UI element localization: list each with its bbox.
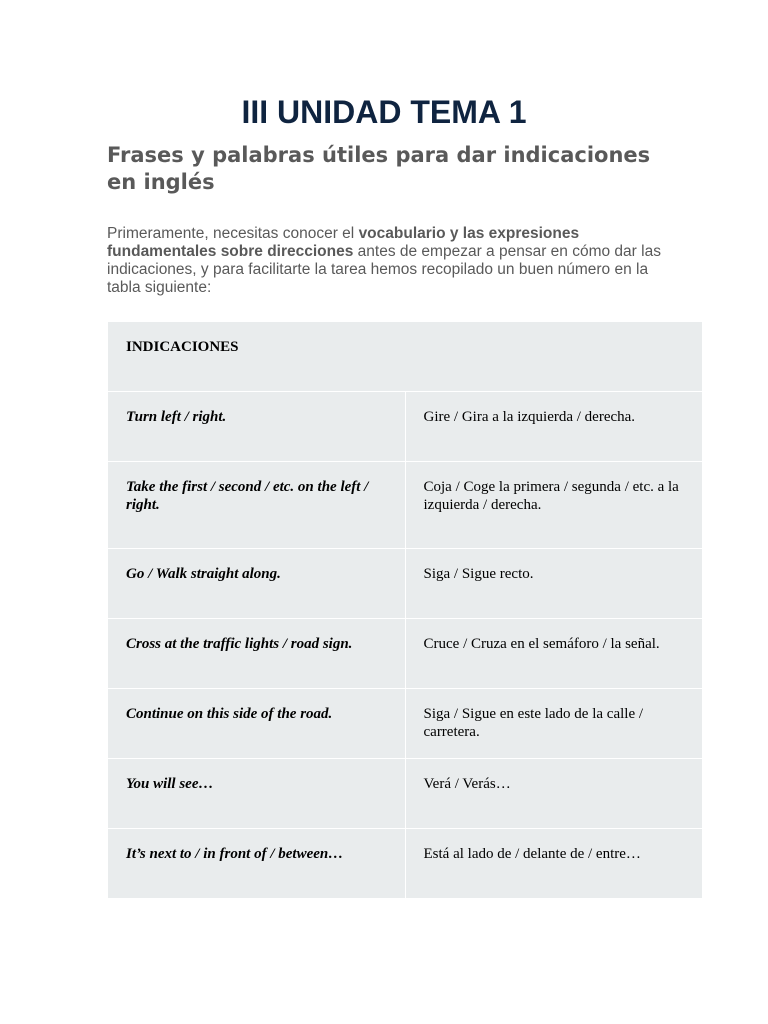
table-row [108,689,703,759]
table-row [108,462,703,549]
spanish-translation-cell: Coja / Coge la primera / segunda / etc. a la izquierda / derecha. [405,462,703,549]
english-phrase-cell: Continue on this side of the road. [108,689,406,759]
page-subtitle: Frases y palabras útiles para dar indicaciones en inglés [107,143,651,194]
intro-paragraph [107,225,667,297]
spanish-translation-cell: Verá / Verás… [405,759,703,829]
spanish-translation-cell: Gire / Gira a la izquierda / derecha. [405,392,703,462]
english-phrase-cell: Take the first / second / etc. on the left / right. [108,462,406,549]
spanish-translation-cell: Siga / Sigue en este lado de la calle / carretera. [405,689,703,759]
spanish-translation-cell: Está al lado de / delante de / entre… [405,829,703,899]
table-row [108,392,703,462]
page-title: III UNIDAD TEMA 1 [241,94,527,130]
table-row [108,829,703,899]
english-phrase-cell: Cross at the traffic lights / road sign. [108,619,406,689]
table-row [108,759,703,829]
directions-table [107,321,703,899]
table-row [108,619,703,689]
table-header-row [108,322,703,392]
intro-bold-text: vocabulario y las expresiones fundamentales sobre direcciones [107,225,580,260]
intro-text-start: Primeramente, necesitas conocer el [107,225,359,242]
intro-text-end: antes de empezar a pensar en cómo dar las indicaciones, y para facilitarte la tarea hemos recopilado un buen número en la tabla siguiente: [107,243,661,296]
english-phrase-cell: You will see… [108,759,406,829]
english-phrase-cell: Turn left / right. [108,392,406,462]
spanish-translation-cell: Cruce / Cruza en el semáforo / la señal. [405,619,703,689]
table-header-cell: INDICACIONES [108,322,703,392]
spanish-translation-cell: Siga / Sigue recto. [405,549,703,619]
english-phrase-cell: It’s next to / in front of / between… [108,829,406,899]
table-row [108,549,703,619]
english-phrase-cell: Go / Walk straight along. [108,549,406,619]
